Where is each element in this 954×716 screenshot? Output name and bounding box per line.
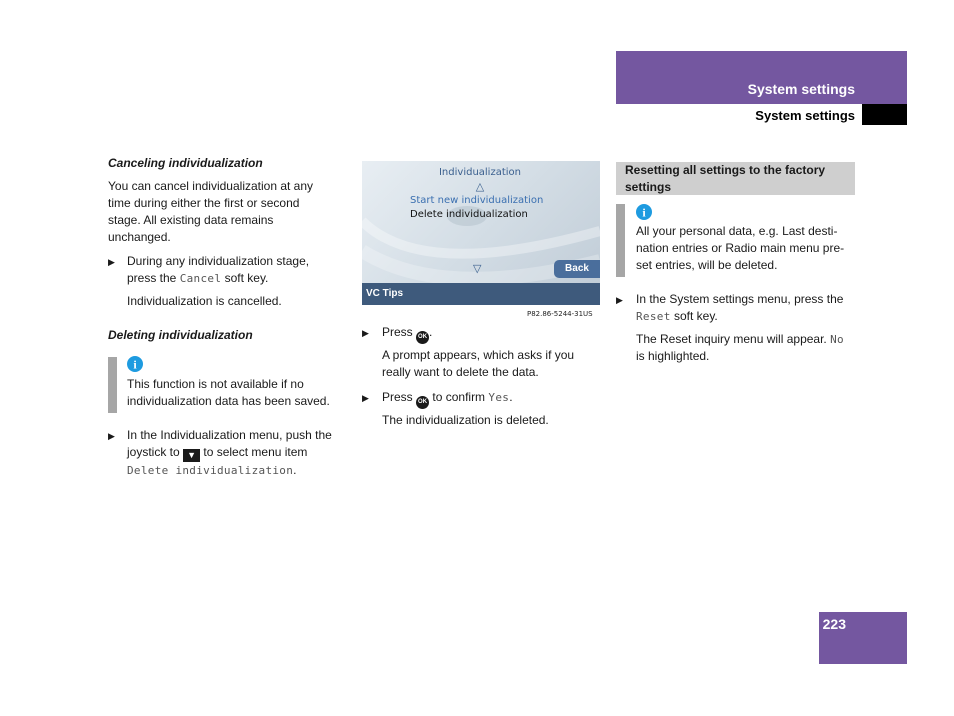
code-yes: Yes bbox=[488, 391, 510, 404]
step-press-ok: Press OK . bbox=[382, 324, 432, 344]
vc-tips-label[interactable]: VC Tips bbox=[366, 288, 404, 299]
result-prompt: A prompt appears, which asks if you really want to delete the data. bbox=[382, 348, 575, 379]
step-confirm-yes: Press OK to confirm Yes. bbox=[382, 389, 513, 409]
svg-text:i: i bbox=[133, 357, 137, 372]
subsection-title: System settings bbox=[755, 108, 855, 123]
bullet-icon: ▶ bbox=[362, 328, 369, 338]
arrow-down-key-icon: ▼ bbox=[183, 449, 200, 462]
step-reset: In the System settings menu, press the Reset soft key. bbox=[636, 292, 844, 323]
result-cancel: Individualization is cancelled. bbox=[127, 294, 282, 308]
info-bar bbox=[108, 357, 117, 413]
screen-title: Individualization bbox=[438, 167, 521, 178]
step-delete: In the Individualization menu, push the joystick to ▼ to select menu item Delete individualization. bbox=[127, 428, 332, 477]
display-screen bbox=[362, 161, 600, 305]
step-cancel: During any individualization stage, press the Cancel soft key. bbox=[127, 254, 310, 285]
svg-text:i: i bbox=[642, 205, 646, 220]
scroll-down-icon[interactable]: ▽ bbox=[473, 262, 482, 275]
info-icon bbox=[127, 356, 143, 372]
code-delete-individualization: Delete individualization bbox=[127, 464, 294, 477]
heading-canceling: Canceling individualization bbox=[108, 156, 263, 170]
code-reset: Reset bbox=[636, 310, 671, 323]
heading-reset: Resetting all settings to the factory settings bbox=[625, 163, 826, 194]
bullet-icon: ▶ bbox=[108, 257, 115, 267]
info-note-col3: All your personal data, e.g. Last desti- nation entries or Radio main menu pre- set entries, will be deleted. bbox=[636, 224, 845, 272]
menu-item-delete[interactable]: Delete individualization bbox=[410, 209, 528, 220]
section-title: System settings bbox=[747, 81, 855, 97]
ok-button-icon: OK bbox=[416, 396, 429, 409]
heading-deleting: Deleting individualization bbox=[108, 328, 253, 342]
bullet-icon: ▶ bbox=[616, 295, 623, 305]
info-note-col1: This function is not available if no individualization data has been saved. bbox=[127, 377, 330, 408]
page-number: 223 bbox=[822, 616, 846, 632]
result-reset: The Reset inquiry menu will appear. No is highlighted. bbox=[636, 332, 844, 363]
code-no: No bbox=[830, 333, 844, 346]
info-icon bbox=[636, 204, 652, 220]
para-canceling: You can cancel individualization at any time during either the first or second stage. All existing data remains unchanged. bbox=[108, 179, 314, 244]
image-caption: P82.86-5244-31US bbox=[527, 310, 593, 318]
bullet-icon: ▶ bbox=[108, 431, 115, 441]
bullet-icon: ▶ bbox=[362, 393, 369, 403]
result-deleted: The individualization is deleted. bbox=[382, 413, 549, 427]
info-bar bbox=[616, 204, 625, 277]
scroll-up-icon[interactable]: △ bbox=[475, 180, 485, 193]
menu-item-start-new[interactable]: Start new individualization bbox=[410, 195, 544, 206]
ok-button-icon: OK bbox=[416, 331, 429, 344]
subsection-marker bbox=[862, 104, 907, 125]
code-cancel: Cancel bbox=[179, 272, 222, 285]
back-button[interactable]: Back bbox=[554, 260, 600, 278]
